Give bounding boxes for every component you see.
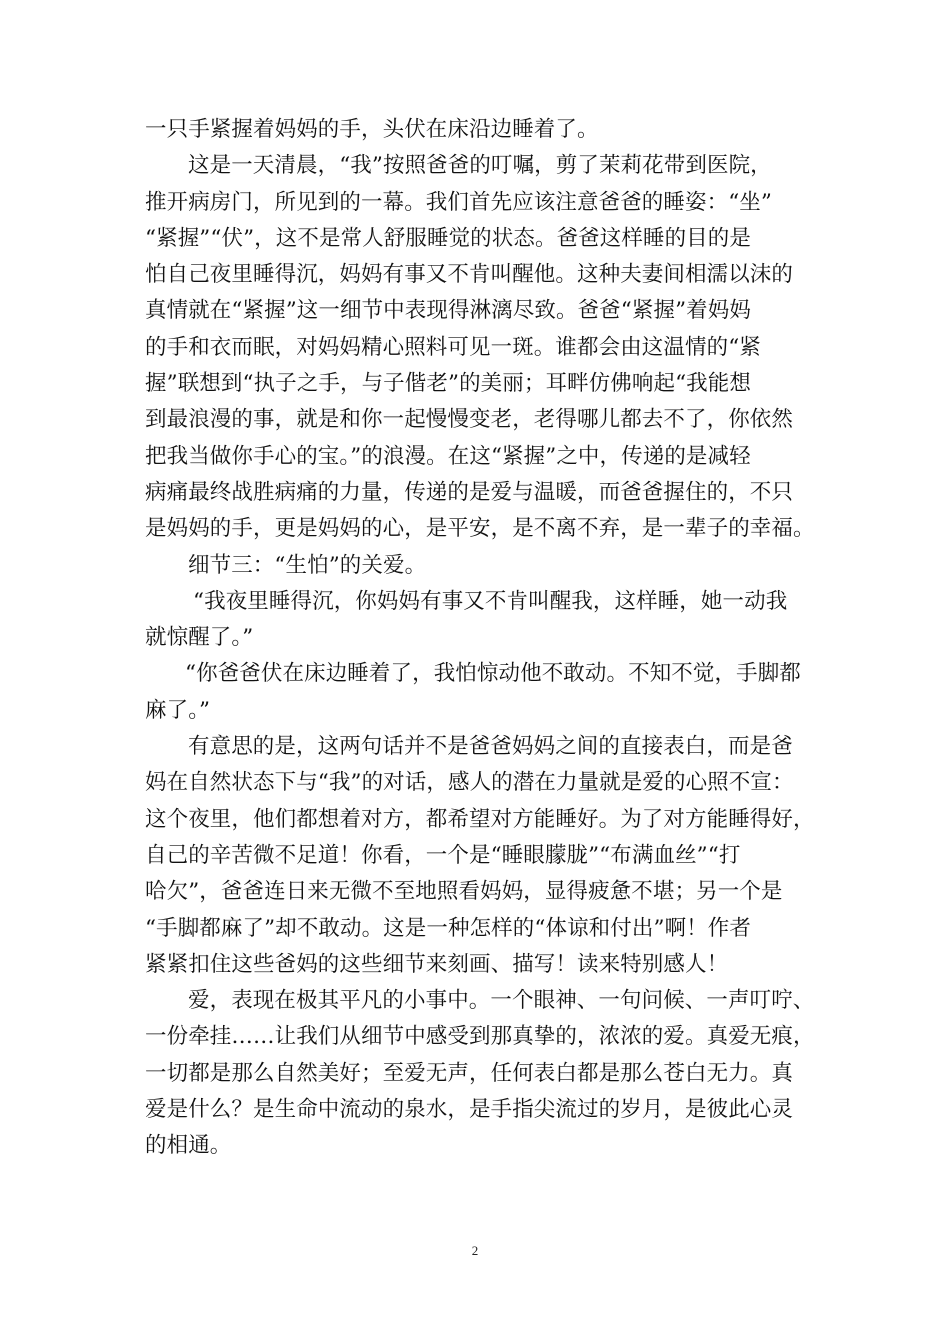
text-line: 自己的辛苦微不足道！你看，一个是“睡眼朦胧”“布满血丝”“打 xyxy=(145,842,741,868)
text-line: 有意思的是，这两句话并不是爸爸妈妈之间的直接表白，而是爸 xyxy=(188,734,793,760)
quote-line: 麻了。” xyxy=(145,697,211,723)
text-line: 紧紧扣住这些爸妈的这些细节来刻画、描写！读来特别感人！ xyxy=(145,951,729,977)
text-line: 一切都是那么自然美好；至爱无声，任何表白都是那么苍白无力。真 xyxy=(145,1060,794,1086)
text-line: “手脚都麻了”却不敢动。这是一种怎样的“体谅和付出”啊！作者 xyxy=(145,915,751,941)
text-line: 把我当做你手心的宝。”的浪漫。在这“紧握”之中，传递的是减轻 xyxy=(145,443,751,469)
text-line: 怕自己夜里睡得沉，妈妈有事又不肯叫醒他。这种夫妻间相濡以沫的 xyxy=(145,262,794,288)
page-number: 2 xyxy=(471,1243,479,1258)
text-line: 妈在自然状态下与“我”的对话，感人的潜在力量就是爱的心照不宣： xyxy=(145,770,794,796)
quote-line: “我夜里睡得沉，你妈妈有事又不肯叫醒我，这样睡，她一动我 xyxy=(193,588,788,614)
text-line: 推开病房门，所见到的一幕。我们首先应该注意爸爸的睡姿：“坐” xyxy=(145,189,772,215)
text-line: 这是一天清晨，“我”按照爸爸的叮嘱，剪了茉莉花带到医院， xyxy=(188,153,772,179)
quote-line: “你爸爸伏在床边睡着了，我怕惊动他不敢动。不知不觉，手脚都 xyxy=(185,661,801,687)
body-text xyxy=(145,112,815,1165)
text-line: 一份牵挂……让我们从细节中感受到那真挚的，浓浓的爱。真爱无痕， xyxy=(145,1024,815,1050)
text-line: 到最浪漫的事，就是和你一起慢慢变老，老得哪儿都去不了，你依然 xyxy=(145,407,794,433)
text-line: 的手和衣而眠，对妈妈精心照料可见一斑。谁都会由这温情的“紧 xyxy=(145,334,761,360)
text-line: 真情就在“紧握”这一细节中表现得淋漓尽致。爸爸“紧握”着妈妈 xyxy=(145,298,751,324)
text-line: 这个夜里，他们都想着对方，都希望对方能睡好。为了对方能睡得好， xyxy=(145,806,815,832)
text-line: 爱，表现在极其平凡的小事中。一个眼神、一句问候、一声叮咛、 xyxy=(188,988,815,1014)
text-line: 爱是什么？是生命中流动的泉水，是手指尖流过的岁月，是彼此心灵 xyxy=(145,1097,794,1123)
text-line: 的相通。 xyxy=(145,1133,232,1159)
text-line: 握”联想到“执子之手，与子偕老”的美丽；耳畔仿佛响起“我能想 xyxy=(145,371,751,397)
text-line: 病痛最终战胜病痛的力量，传递的是爱与温暖，而爸爸握住的，不只 xyxy=(145,479,794,505)
text-line: “紧握”“伏”，这不是常人舒服睡觉的状态。爸爸这样睡的目的是 xyxy=(145,225,751,251)
section-heading: 细节三：“生怕”的关爱。 xyxy=(188,552,427,578)
quote-line: 就惊醒了。” xyxy=(145,625,254,651)
text-line: 哈欠”，爸爸连日来无微不至地照看妈妈，显得疲惫不堪；另一个是 xyxy=(145,879,783,905)
text-line: 是妈妈的手，更是妈妈的心，是平安，是不离不弃，是一辈子的幸福。 xyxy=(145,516,815,542)
text-line: 一只手紧握着妈妈的手，头伏在床沿边睡着了。 xyxy=(145,117,599,142)
